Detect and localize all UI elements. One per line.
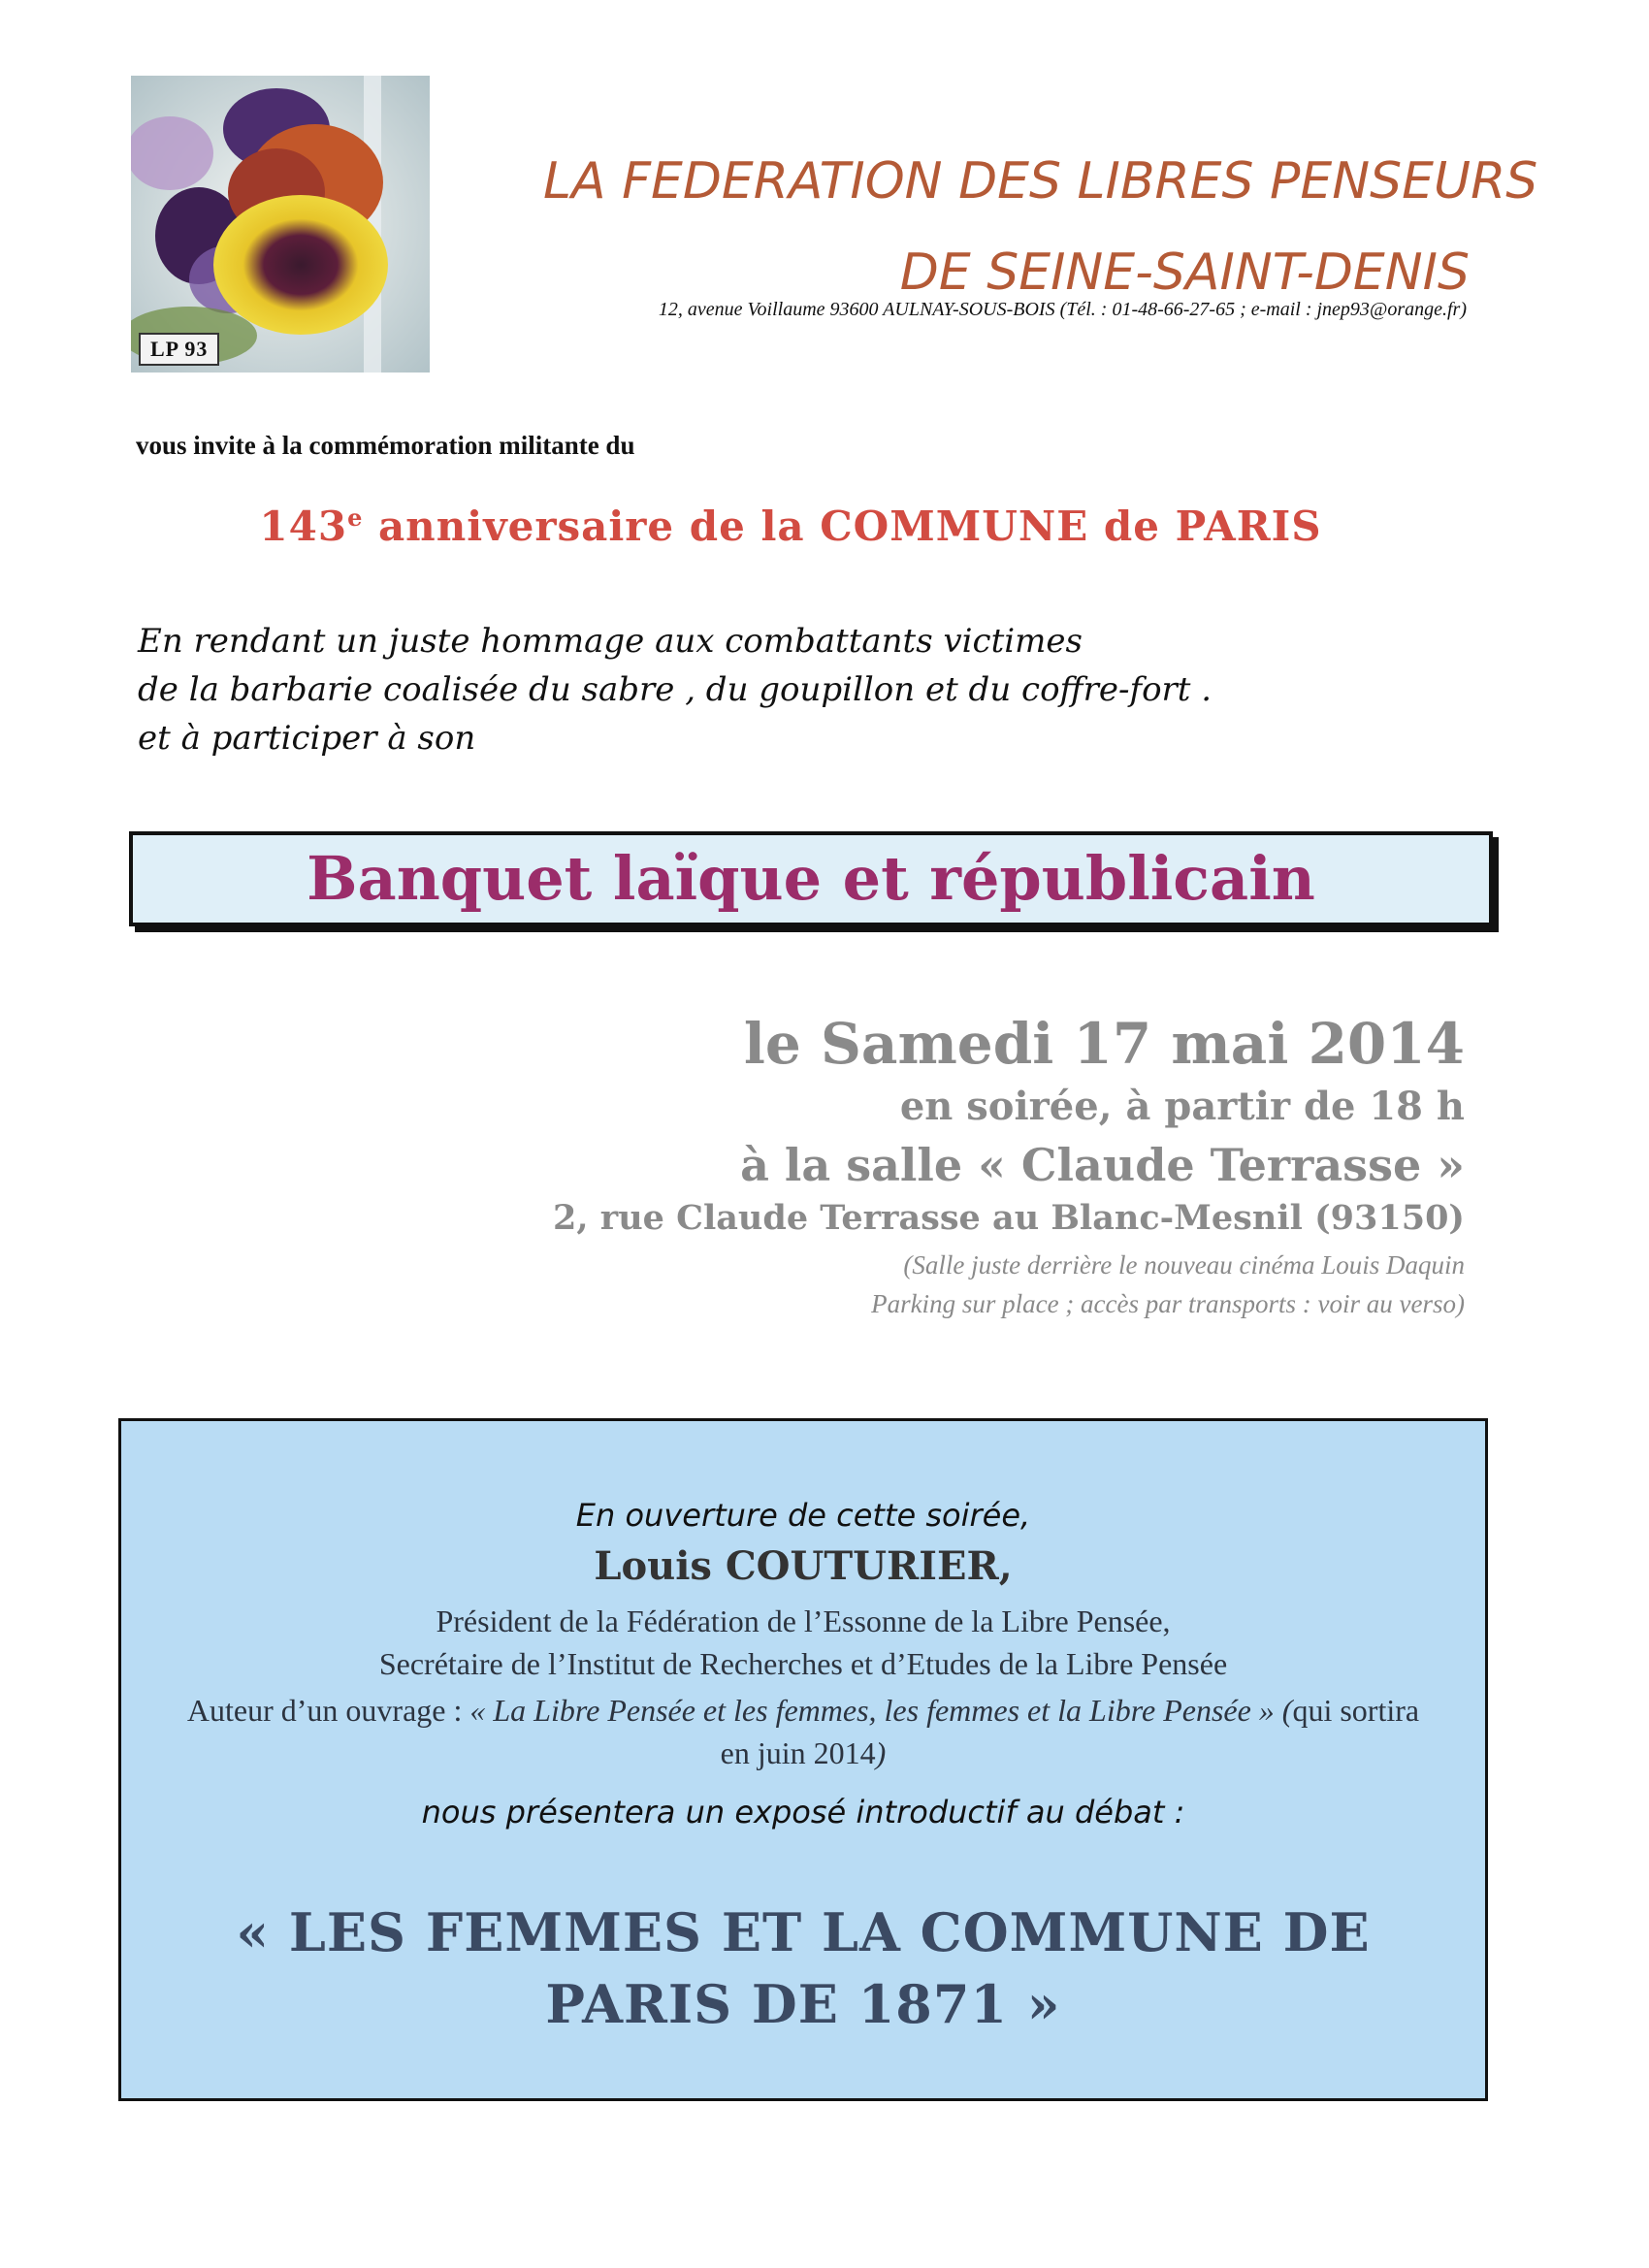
debate-topic xyxy=(141,1896,1466,2040)
book-prefix: Auteur d’un ouvrage : xyxy=(186,1693,470,1728)
speaker-name: Louis COUTURIER, xyxy=(594,1543,1013,1589)
speaker-role-president: Président de la Fédération de l’Essonne de la Libre Pensée, xyxy=(436,1604,1171,1638)
event-details xyxy=(553,1009,1465,1323)
event-date: le Samedi 17 mai 2014 xyxy=(743,1011,1465,1077)
organization-title xyxy=(543,136,1538,318)
book-release: qui sortira en juin 2014 xyxy=(720,1693,1420,1770)
anniversary-number: 143 xyxy=(259,502,348,550)
organization-title-line2: DE SEINE-SAINT-DENIS xyxy=(899,243,1470,302)
event-venue: à la salle « Claude Terrasse » xyxy=(740,1139,1465,1191)
banquet-banner xyxy=(129,831,1493,926)
speaker-book xyxy=(179,1689,1427,1774)
logo-badge: LP 93 xyxy=(139,333,219,366)
speaker-presents: nous présentera un exposé introductif au débat : xyxy=(421,1794,1185,1831)
banquet-title: Banquet laïque et républicain xyxy=(307,843,1315,914)
book-title: « La Libre Pensée et les femmes, les femmes et la Libre Pensée » ( xyxy=(469,1693,1293,1728)
homage-line3: et à participer à son xyxy=(138,719,476,758)
anniversary-text: anniversaire de la COMMUNE de PARIS xyxy=(363,502,1322,550)
homage-line2: de la barbarie coalisée du sabre , du goupillon et du coffre-fort . xyxy=(138,670,1212,709)
event-note xyxy=(553,1246,1465,1323)
logo-image xyxy=(131,76,430,373)
event-time: en soirée, à partir de 18 h xyxy=(899,1084,1465,1129)
anniversary-suffix: e xyxy=(347,503,364,532)
anniversary-heading xyxy=(116,502,1465,550)
invite-line: vous invite à la commémoration militante du xyxy=(136,431,635,460)
event-note-line1: (Salle juste derrière le nouveau cinéma Louis Daquin xyxy=(903,1250,1465,1280)
event-address: 2, rue Claude Terrasse au Blanc-Mesnil (93150) xyxy=(553,1198,1465,1238)
book-close: ) xyxy=(875,1735,887,1770)
speaker-panel xyxy=(118,1418,1488,2101)
event-note-line2: Parking sur place ; accès par transports : voir au verso) xyxy=(871,1289,1465,1318)
organization-address: 12, avenue Voillaume 93600 AULNAY-SOUS-BOIS (Tél. : 01-48-66-27-65 ; e-mail : jnep93@orange.fr) xyxy=(658,299,1467,320)
pansy-flower-icon xyxy=(131,76,430,373)
debate-topic-line1: « LES FEMMES ET LA COMMUNE DE xyxy=(236,1901,1371,1963)
debate-topic-line2: PARIS DE 1871 » xyxy=(545,1973,1061,2035)
homage-line1: En rendant un juste hommage aux combattants victimes xyxy=(138,622,1083,661)
speaker-role-secretary: Secrétaire de l’Institut de Recherches et d’Etudes de la Libre Pensée xyxy=(378,1646,1228,1681)
speaker-intro: En ouverture de cette soirée, xyxy=(575,1497,1031,1534)
organization-title-line1: LA FEDERATION DES LIBRES PENSEURS xyxy=(543,152,1538,211)
homage-paragraph xyxy=(138,617,1212,762)
